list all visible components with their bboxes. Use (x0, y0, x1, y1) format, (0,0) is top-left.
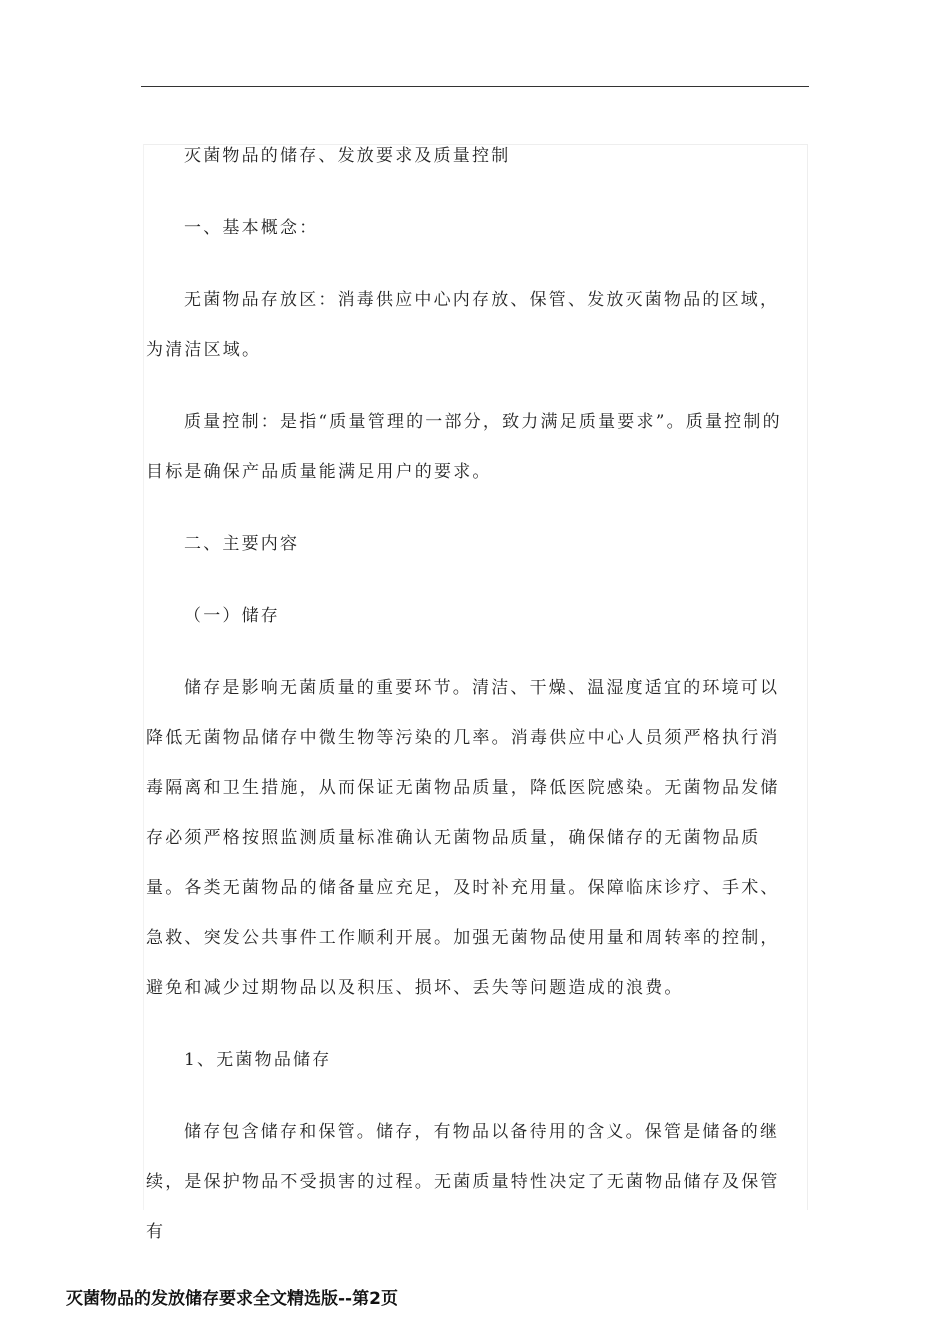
storage-paragraph: 储存是影响无菌质量的重要环节。清洁、干燥、温湿度适宜的环境可以降低无菌物品储存中微生物等污染的几率。消毒供应中心人员须严格执行消毒隔离和卫生措施，从而保证无菌物品质量，降低医院感染。无菌物品发储存必须严格按照监测质量标准确认无菌物品质量，确保储存的无菌物品质量。各类无菌物品的储备量应充足，及时补充用量。保障临床诊疗、手术、急救、突发公共事件工作顺利开展。加强无菌物品使用量和周转率的控制，避免和减少过期物品以及积压、损坏、丢失等问题造成的浪费。 (146, 678, 780, 998)
definition-quality-control: 质量控制：是指“质量管理的一部分，致力满足质量要求”。质量控制的目标是确保产品质量能满足用户的要求。 (146, 412, 782, 482)
section-heading-main-content: 二、主要内容 (184, 534, 300, 554)
section-heading-basic-concepts: 一、基本概念： (184, 218, 319, 238)
definition-storage-area: 无菌物品存放区：消毒供应中心内存放、保管、发放灭菌物品的区域，为清洁区域。 (146, 290, 780, 360)
subsection-heading-storage: （一）储存 (184, 606, 280, 626)
header-rule (141, 86, 809, 87)
sterile-storage-paragraph: 储存包含储存和保管。储存，有物品以备待用的含义。保管是储备的继续，是保护物品不受损害的过程。无菌质量特性决定了无菌物品储存及保管有 (146, 1122, 780, 1242)
document-body (146, 131, 796, 1257)
page-footer: 灭菌物品的发放储存要求全文精选版--第2页 (66, 1289, 398, 1309)
item-heading-sterile-storage: 1、无菌物品储存 (184, 1050, 332, 1070)
document-title: 灭菌物品的储存、发放要求及质量控制 (184, 146, 511, 166)
